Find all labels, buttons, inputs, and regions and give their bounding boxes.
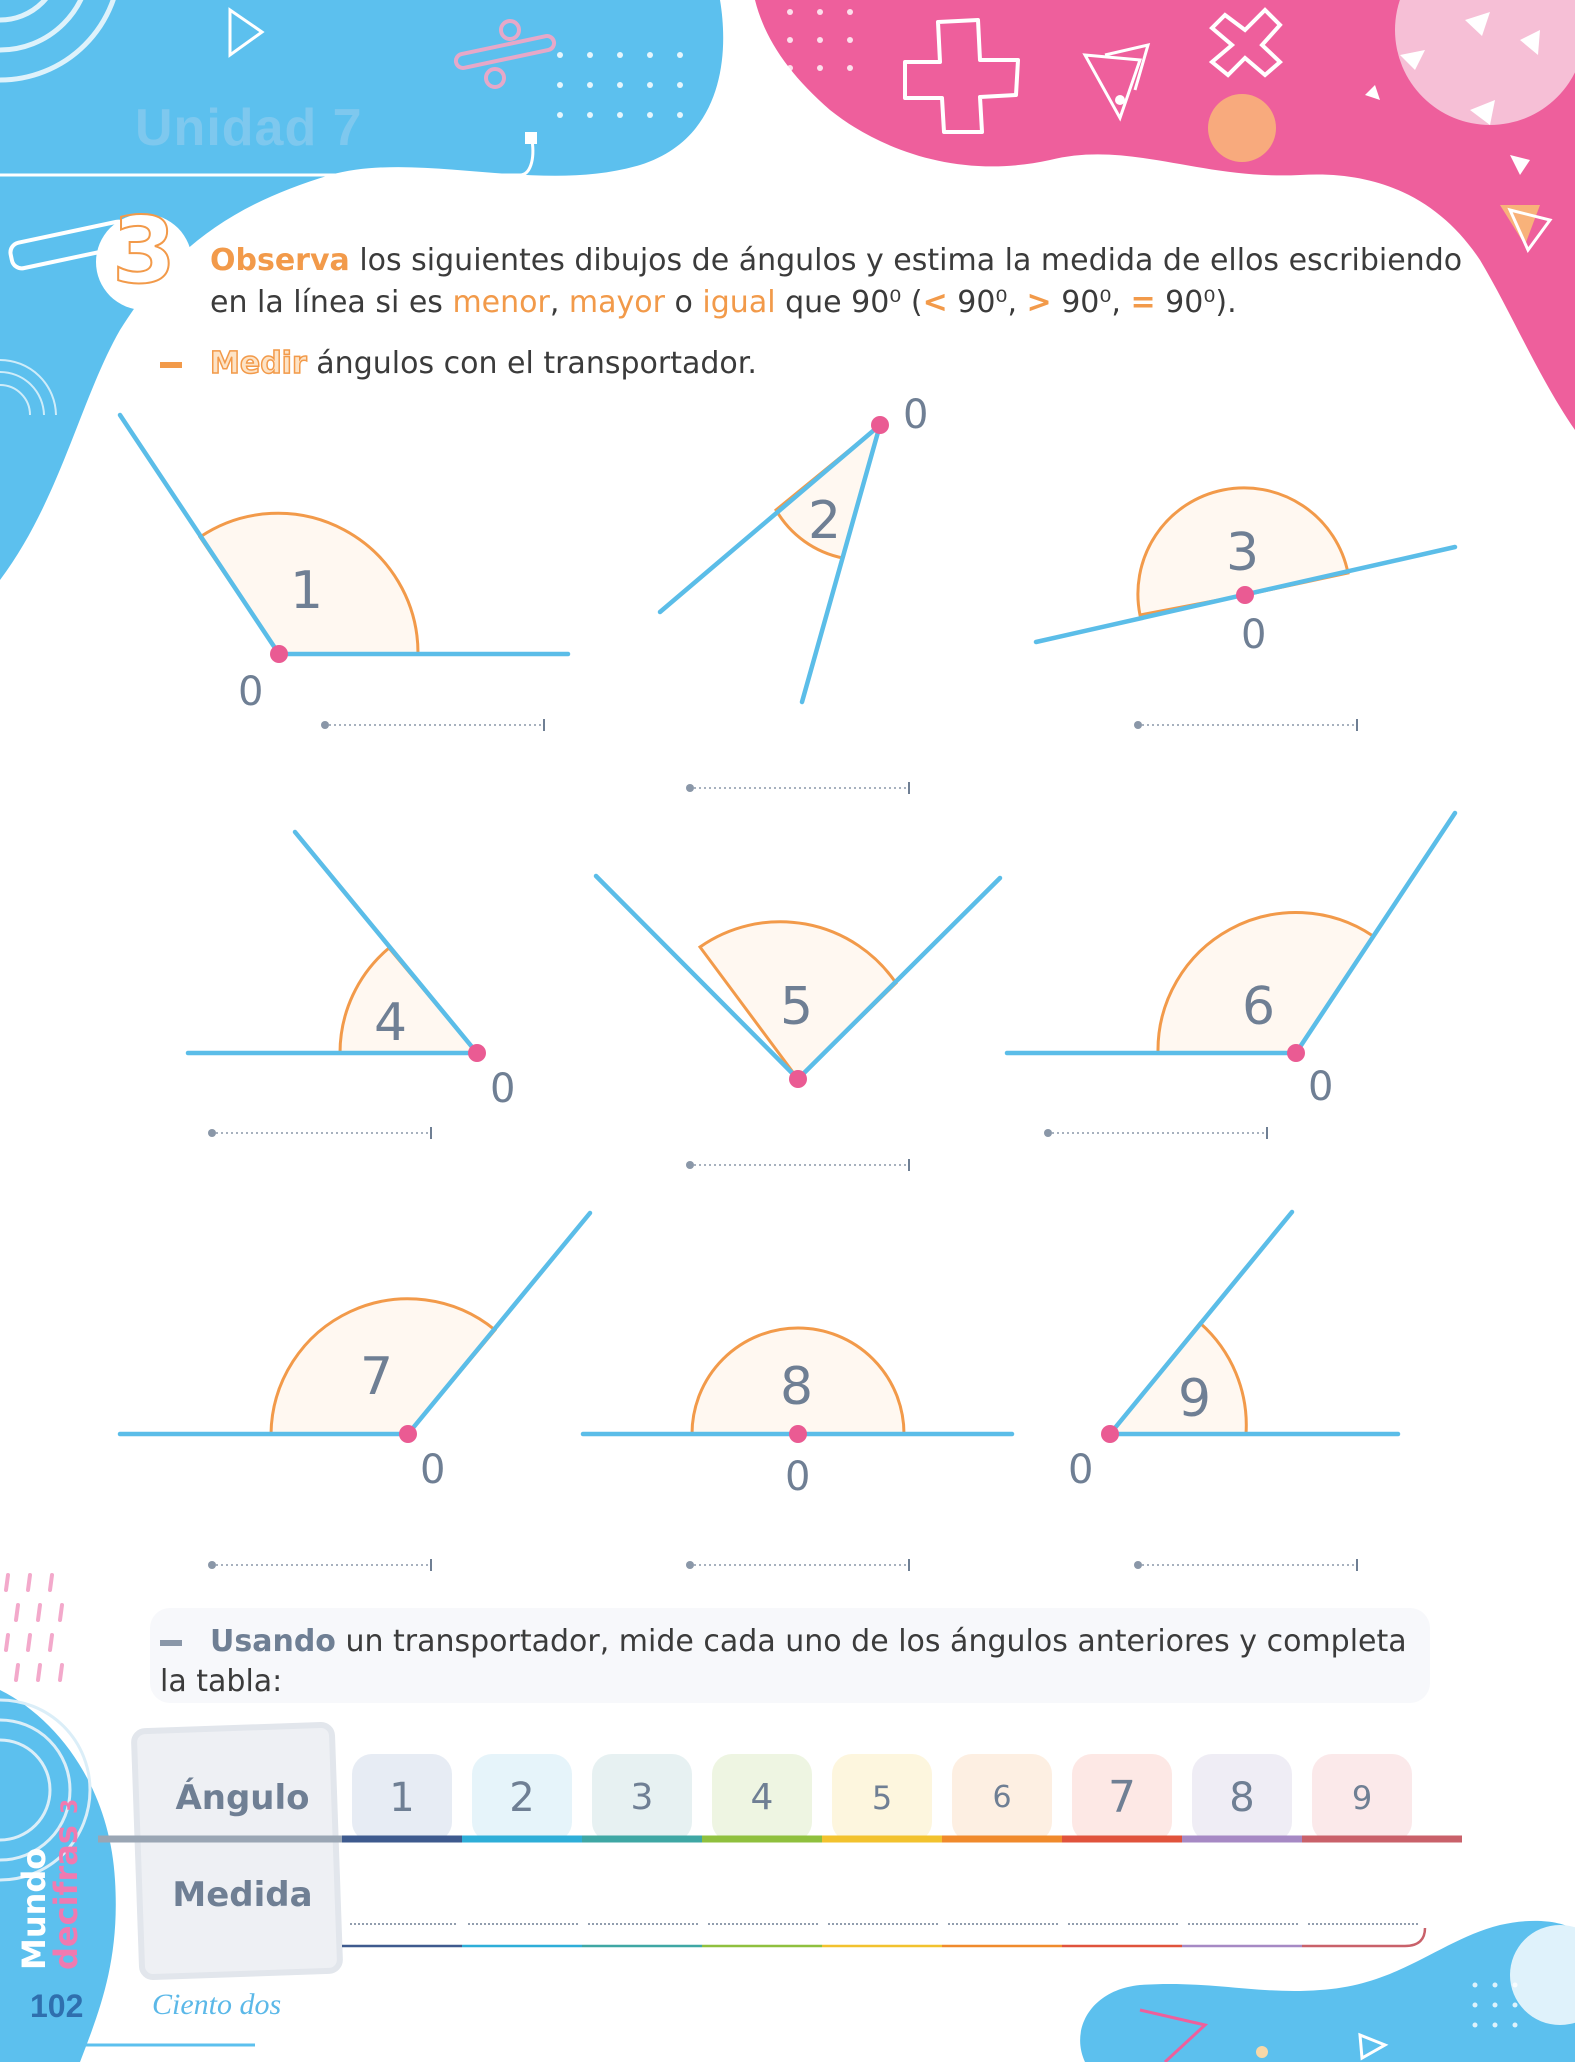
- angle-3-vertex-label: 0: [1241, 612, 1267, 658]
- instruction-keyword-observa: Observa: [210, 243, 350, 278]
- sub-instruction-usando: Usando un transportador, mide cada uno de los ángulos anteriores y completa la tabla:: [160, 1624, 1407, 1699]
- table-col-5: 5: [832, 1754, 932, 1842]
- angle-4-vertex-label: 0: [490, 1066, 516, 1112]
- angle-8-label: 8: [780, 1357, 814, 1417]
- sub-instruction-medir: Medir ángulos con el transportador.: [160, 343, 757, 385]
- angle-3-label: 3: [1226, 523, 1260, 583]
- unit-title: Unidad 7: [135, 99, 363, 157]
- table-col-6: 6: [952, 1754, 1052, 1842]
- angle-1-vertex-label: 0: [238, 669, 264, 715]
- table-col-8: 8: [1192, 1754, 1292, 1842]
- brand-logo: Mundo decifras 3: [15, 1798, 85, 1970]
- exercise-number: 3: [112, 197, 177, 304]
- table-col-1: 1: [352, 1754, 452, 1842]
- page-number-words: Ciento dos: [152, 1988, 282, 2021]
- keyword-igual: igual: [702, 285, 776, 320]
- keyword-medir: Medir: [210, 346, 307, 381]
- table-col-2: 2: [472, 1754, 572, 1842]
- angle-9-label: 9: [1178, 1369, 1212, 1429]
- table-col-7: 7: [1072, 1754, 1172, 1842]
- keyword-usando: Usando: [210, 1624, 336, 1659]
- angle-2-label: 2: [808, 491, 842, 551]
- measure-rainbow-underline: [342, 1928, 1425, 1946]
- angle-6-vertex-label: 0: [1308, 1064, 1334, 1110]
- table-row-label-angulo: Ángulo: [175, 1778, 310, 1818]
- angle-7-vertex-label: 0: [420, 1447, 446, 1493]
- angle-6-label: 6: [1242, 977, 1276, 1037]
- angle-8-vertex-label: 0: [785, 1454, 811, 1500]
- angle-9-vertex-label: 0: [1068, 1447, 1094, 1493]
- keyword-menor: menor: [452, 285, 550, 320]
- angle-7-label: 7: [360, 1347, 394, 1407]
- table-row-label-medida: Medida: [172, 1875, 313, 1915]
- exercise-instruction: Observa los siguientes dibujos de ángulos y estima la medida de ellos escribiendo en la línea si es menor, mayor o igual que 90⁰ (< 90⁰, > 90⁰, = 90⁰).: [210, 243, 1463, 320]
- angle-5-label: 5: [780, 977, 814, 1037]
- angle-4-label: 4: [374, 993, 408, 1053]
- table-col-4: 4: [712, 1754, 812, 1842]
- keyword-mayor: mayor: [568, 285, 665, 320]
- angle-2-vertex-label: 0: [903, 392, 929, 438]
- table-col-3: 3: [592, 1754, 692, 1842]
- table-col-9: 9: [1312, 1754, 1412, 1842]
- page-number: 102: [30, 1988, 84, 2024]
- angle-1-label: 1: [290, 561, 324, 621]
